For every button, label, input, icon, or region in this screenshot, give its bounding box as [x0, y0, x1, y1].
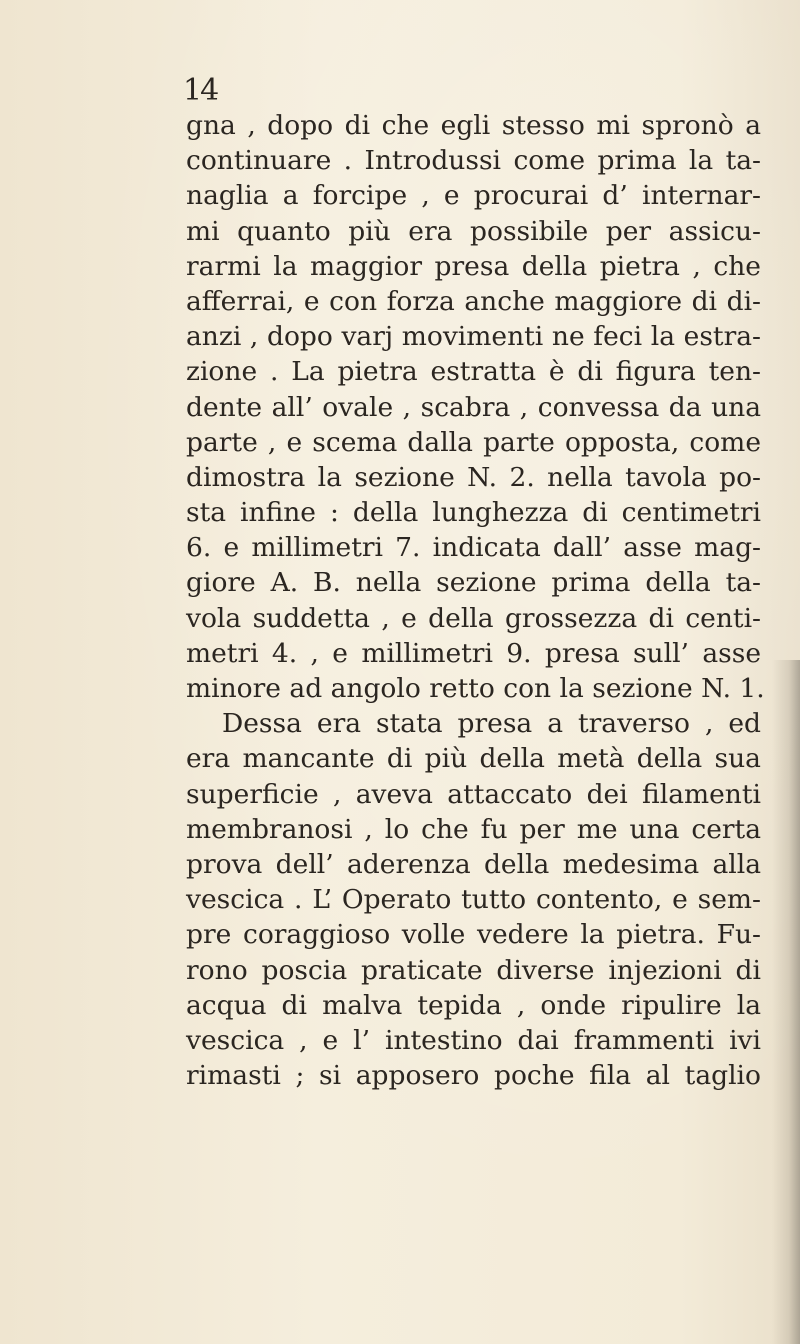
- text-line: era mancante di più della metà della sua: [186, 743, 761, 775]
- text-line: continuare . Introdussi come prima la ta-: [186, 145, 761, 177]
- text-line: metri 4. , e millimetri 9. presa sull’ asse: [186, 637, 761, 669]
- text-line: dimostra la sezione N. 2. nella tavola po-: [186, 461, 761, 493]
- text-line: vescica . L’ Operato tutto contento, e sem-: [186, 884, 761, 916]
- text-line: superficie , aveva attaccato dei filamenti: [186, 778, 761, 810]
- text-line: sta infine : della lunghezza di centimetri: [186, 497, 761, 529]
- text-line: minore ad angolo retto con la sezione N. 1.: [186, 673, 765, 704]
- text-line: anzi , dopo varj movimenti ne feci la estra-: [186, 321, 761, 353]
- text-line: rimasti ; si apposero poche fila al taglio: [186, 1060, 761, 1092]
- text-line: vescica , e l’ intestino dai frammenti ivi: [186, 1024, 761, 1056]
- text-line: naglia a forcipe , e procurai d’ internar-: [186, 180, 761, 212]
- text-line: giore A. B. nella sezione prima della ta-: [186, 567, 761, 599]
- body-text: [186, 108, 765, 1093]
- text-line: rono poscia praticate diverse injezioni di: [186, 954, 761, 986]
- text-line: rarmi la maggior presa della pietra , che: [186, 250, 761, 282]
- text-line: prova dell’ aderenza della medesima alla: [186, 848, 761, 880]
- text-line: 6. e millimetri 7. indicata dall’ asse mag-: [186, 532, 761, 564]
- text-line: vola suddetta , e della grossezza di centi-: [186, 602, 761, 634]
- text-line: acqua di malva tepida , onde ripulire la: [186, 989, 761, 1021]
- text-line: gna , dopo di che egli stesso mi spronò a: [186, 110, 761, 141]
- text-line: dente all’ ovale , scabra , convessa da una: [186, 391, 761, 423]
- page-number: 14: [183, 73, 218, 108]
- text-line: mi quanto più era possibile per assicu-: [186, 215, 761, 247]
- text-line: parte , e scema dalla parte opposta, come: [186, 426, 761, 458]
- text-line: membranosi , lo che fu per me una certa: [186, 813, 761, 845]
- page-edge-shadow: [772, 660, 800, 1344]
- text-line: zione . La pietra estratta è di figura ten-: [186, 356, 761, 388]
- text-line: Dessa era stata presa a traverso , ed: [222, 708, 761, 740]
- text-line: afferrai, e con forza anche maggiore di di-: [186, 285, 761, 317]
- text-line: pre coraggioso volle vedere la pietra. Fu-: [186, 919, 761, 951]
